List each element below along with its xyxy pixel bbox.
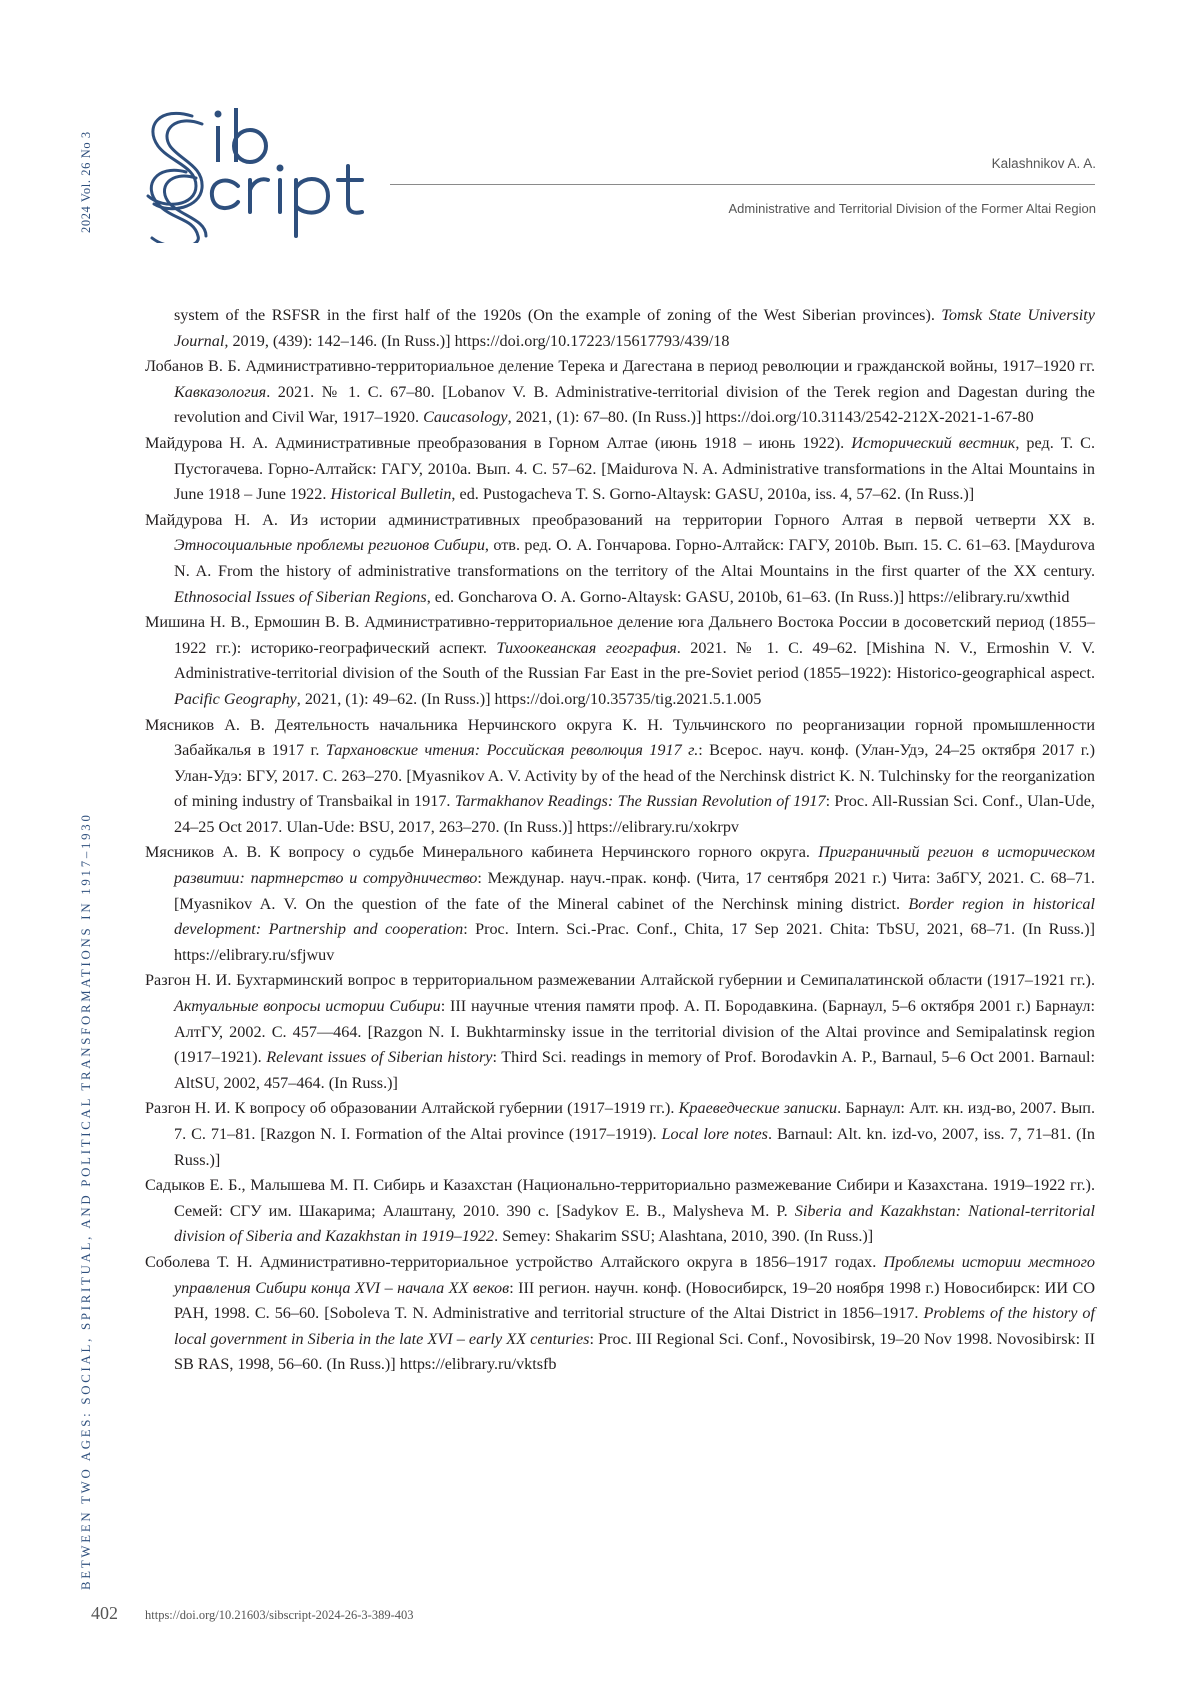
reference-entry <box>145 1250 1095 1378</box>
reference-entry <box>145 354 1095 431</box>
reference-text: . Барнаул: Алт. кн. изд-во, 2007. Вып. 7. С. 71–81. [Razgon N. I. Formation of the Altai province (1917–1919). <box>174 1099 1095 1143</box>
reference-text: : III научные чтения памяти проф. А. П. Бородавкина. (Барнаул, 5–6 октября 2001 г.) Барнаул: АлтГУ, 2002. С. 457—464. [Razgon N. I. Bukhtarminsky issue in the territorial division of the Altai province and Semipalatinsk region (1917–1921). <box>174 997 1095 1066</box>
reference-text: Разгон Н. И. Бухтарминский вопрос в территориальном размежевании Алтайской губернии и Семипалатинской области (1917–1921 гг.). <box>145 971 1095 989</box>
reference-source-title: Siberia and Kazakhstan: National-territorial division of Siberia and Kazakhstan in 1919–1922 <box>174 1202 1095 1246</box>
reference-text: 2019, (439): 142–146. (In Russ.)] https://doi.org/10.17223/15617793/439/18 <box>228 332 729 350</box>
reference-text: Майдурова Н. А. Из истории административных преобразований на территории Горного Алтая в первой четверти ХХ в. <box>145 511 1095 529</box>
reference-text: . 2021. № 1. С. 67–80. [Lobanov V. B. Administrative-territorial division of the Terek region and Dagestan during the revolution and Civil War, 1917–1920. <box>174 383 1095 427</box>
header-article-title: Administrative and Territorial Division of the Former Altai Region <box>728 201 1096 216</box>
reference-text: , отв. ред. О. А. Гончарова. Горно-Алтайск: ГАГУ, 2010b. Вып. 15. С. 61–63. [Maydurova N. A. From the history of administrative transformations on the territory of the Altai Mountains in the first quarter of the XX century. <box>174 536 1095 580</box>
reference-text: : Всерос. науч. конф. (Улан-Удэ, 24–25 октября 2017 г.) Улан-Удэ: БГУ, 2017. С. 263–270. [Myasnikov A. V. Activity by of the head of the Nerchinsk district K. N. Tulchinsky for the reorganization of mining industry of Transbaikal in 1917. <box>174 741 1095 810</box>
reference-text: Майдурова Н. А. Административные преобразования в Горном Алтае (июнь 1918 – июнь 1922). <box>145 434 851 452</box>
reference-entry <box>145 610 1095 712</box>
reference-source-title: Caucasology <box>423 408 508 426</box>
reference-text: : III регион. научн. конф. (Новосибирск, 19–20 ноября 1998 г.) Новосибирск: ИИ СО РАН, 1998. С. 56–60. [Soboleva T. N. Administrative and territorial structure of the Altai District in 1856–1917. <box>174 1279 1095 1323</box>
page-number: 402 <box>91 1603 118 1624</box>
footer-doi: https://doi.org/10.21603/sibscript-2024-26-3-389-403 <box>145 1608 414 1623</box>
header-author: Kalashnikov A. A. <box>992 156 1096 171</box>
reference-text: . Semey: Shakarim SSU; Alashtana, 2010, 390. (In Russ.)] <box>494 1227 873 1245</box>
reference-source-title: Краеведческие записки <box>679 1099 837 1117</box>
reference-source-title: Кавказология <box>174 383 266 401</box>
reference-source-title: Тархановские чтения: Российская революция 1917 г. <box>326 741 698 759</box>
reference-source-title: Border region in historical development: Partnership and cooperation <box>174 895 1095 939</box>
reference-text: , ed. Pustogacheva T. S. Gorno-Altaysk: GASU, 2010a, iss. 4, 57–62. (In Russ.)] <box>451 485 974 503</box>
reference-source-title: Актуальные вопросы истории Сибири <box>174 997 441 1015</box>
reference-source-title: Проблемы истории местного управления Сибири конца XVI – начала XX веков <box>174 1253 1095 1297</box>
reference-source-title: Этносоциальные проблемы регионов Сибири <box>174 536 485 554</box>
reference-source-title: Problems of the history of local government in Siberia in the late XVI – early XX centuries <box>174 1304 1095 1348</box>
reference-text: : Proc. Intern. Sci.-Prac. Conf., Chita, 17 Sep 2021. Chita: TbSU, 2021, 68–71. (In Russ.)] https://elibrary.ru/sfjwuv <box>174 920 1095 964</box>
reference-source-title: Pacific Geography <box>174 690 297 708</box>
reference-text: Лобанов В. Б. Административно-территориальное деление Терека и Дагестана в период революции и гражданской войны, 1917–1920 гг. <box>145 357 1095 375</box>
reference-text: . 2021. № 1. С. 49–62. [Mishina N. V., Ermoshin V. V. Administrative-territorial division of the South of the Russian Far East in the pre-Soviet period (1855–1922): Historico-geographical aspect. <box>174 639 1095 683</box>
reference-text: , 2021, (1): 49–62. (In Russ.)] https://doi.org/10.35735/tig.2021.5.1.005 <box>297 690 762 708</box>
reference-entry <box>145 968 1095 1096</box>
reference-list <box>145 303 1095 1378</box>
reference-source-title: Tomsk State University Journal, <box>174 306 1095 350</box>
reference-text: : Third Sci. readings in memory of Prof. Borodavkin A. P., Barnaul, 5–6 Oct 2001. Barnaul: AltSU, 2002, 457–464. (In Russ.)] <box>174 1048 1095 1092</box>
reference-entry <box>145 303 1095 354</box>
reference-text: Садыков Е. Б., Малышева М. П. Сибирь и Казахстан (Национально-территориально размежевание Сибири и Казахстана. 1919–1922 гг.). Семей: СГУ им. Шакарима; Алаштану, 2010. 390 с. [Sadykov E. B., Malysheva M. P. <box>145 1176 1095 1220</box>
reference-entry <box>145 840 1095 968</box>
reference-text: , 2021, (1): 67–80. (In Russ.)] https://doi.org/10.31143/2542-212X-2021-1-67-80 <box>508 408 1034 426</box>
reference-text: Соболева Т. Н. Административно-территориальное устройство Алтайского округа в 1856–1917 годах. <box>145 1253 884 1271</box>
reference-entry <box>145 1173 1095 1250</box>
reference-source-title: Relevant issues of Siberian history <box>266 1048 492 1066</box>
reference-text: : Proc. III Regional Sci. Conf., Novosibirsk, 19–20 Nov 1998. Novosibirsk: II SB RAS, 1998, 56–60. (In Russ.)] https://elibrary.ru/vktsfb <box>174 1330 1095 1374</box>
reference-entry <box>145 1096 1095 1173</box>
journal-logo <box>140 108 375 243</box>
reference-source-title: Ethnosocial Issues of Siberian Regions <box>174 588 427 606</box>
reference-text: , ред. Т. С. Пустогачева. Горно-Алтайск: ГАГУ, 2010a. Вып. 4. С. 57–62. [Maidurova N. A. Administrative transformations in the Altai Mountains in June 1918 – June 1922. <box>174 434 1095 503</box>
reference-text: Мясников А. В. К вопросу о судьбе Минерального кабинета Нерчинского горного округа. <box>145 843 818 861</box>
reference-source-title: Tarmakhanov Readings: The Russian Revolution of 1917 <box>455 792 826 810</box>
reference-source-title: Тихоокеанская география <box>496 639 676 657</box>
series-title: BETWEEN TWO AGES: SOCIAL, SPIRITUAL, AND POLITICAL TRANSFORMATIONS IN 1917–1930 <box>79 812 94 1590</box>
reference-text: Разгон Н. И. К вопросу об образовании Алтайской губернии (1917–1919 гг.). <box>145 1099 679 1117</box>
reference-source-title: Исторический вестник <box>851 434 1015 452</box>
reference-text: system of the RSFSR in the first half of the 1920s (On the example of zoning of the West Siberian provinces). <box>174 306 941 324</box>
reference-text: : Proc. All-Russian Sci. Conf., Ulan-Ude, 24–25 Oct 2017. Ulan-Ude: BSU, 2017, 263–270. (In Russ.)] https://elibrary.ru/xokrpv <box>174 792 1095 836</box>
reference-entry <box>145 713 1095 841</box>
issue-label: 2024 Vol. 26 No 3 <box>79 131 94 233</box>
reference-text: , ed. Goncharova O. A. Gorno-Altaysk: GASU, 2010b, 61–63. (In Russ.)] https://elibrary.ru/xwthid <box>427 588 1070 606</box>
reference-text: . Barnaul: Alt. kn. izd-vo, 2007, iss. 7, 71–81. (In Russ.)] <box>174 1125 1095 1169</box>
reference-source-title: Local lore notes <box>662 1125 768 1143</box>
reference-text: : Междунар. науч.-прак. конф. (Чита, 17 сентября 2021 г.) Чита: ЗабГУ, 2021. С. 68–71. [Myasnikov A. V. On the question of the fate of the Mineral cabinet of the Nerchinsk mining district. <box>174 869 1095 913</box>
reference-entry <box>145 431 1095 508</box>
reference-text: Мясников А. В. Деятельность начальника Нерчинского округа К. Н. Тульчинского по реорганизации горной промышленности Забайкалья в 1917 г. <box>145 716 1095 760</box>
reference-source-title: Historical Bulletin <box>330 485 451 503</box>
reference-text: Мишина Н. В., Ермошин В. В. Административно-территориальное деление юга Дальнего Востока России в досоветский период (1855–1922 гг.): историко-географический аспект. <box>145 613 1095 657</box>
reference-source-title: Приграничный регион в историческом развитии: партнерство и сотрудничество <box>174 843 1095 887</box>
reference-entry <box>145 508 1095 610</box>
header-rule <box>390 184 1095 185</box>
